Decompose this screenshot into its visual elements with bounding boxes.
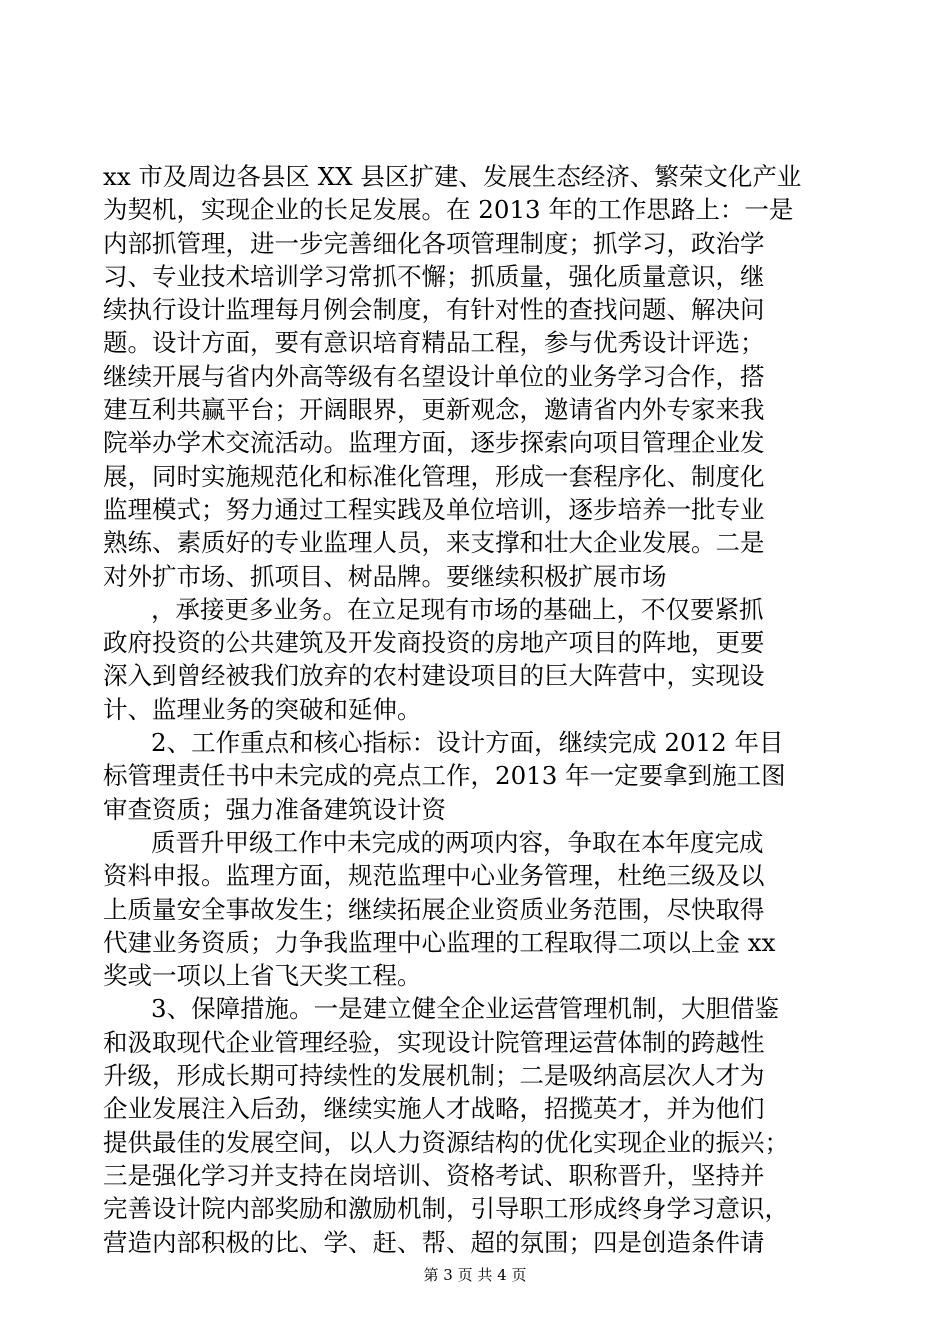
text-line: 三是强化学习并支持在岗培训、资格考试、职称晋升，坚持并 (103, 1160, 765, 1190)
text-line: 营造内部积极的比、学、赶、帮、超的氛围；四是创造条件请 (103, 1227, 765, 1257)
text-line: 监理模式；努力通过工程实践及单位培训，逐步培养一批专业 (103, 494, 765, 524)
text-line: xx 市及周边各县区 XX 县区扩建、发展生态经济、繁荣文化产业 (103, 162, 802, 191)
text-line: 质晋升甲级工作中未完成的两项内容，争取在本年度完成 (151, 827, 764, 857)
text-line: 题。设计方面，要有意识培育精品工程，参与优秀设计评选； (103, 328, 765, 358)
text-line: 计、监理业务的突破和延伸。 (103, 694, 422, 724)
text-line: 深入到曾经被我们放弃的农村建设项目的巨大阵营中，实现设 (103, 661, 765, 691)
page-footer: 第 3 页 共 4 页 (423, 1266, 527, 1284)
text-line: 上质量安全事故发生；继续拓展企业资质业务范围，尽快取得 (103, 894, 765, 924)
text-line: 政府投资的公共建筑及开发商投资的房地产项目的阵地，更要 (103, 628, 765, 658)
text-line: 2、工作重点和核心指标：设计方面，继续完成 2012 年目 (151, 728, 784, 758)
text-line: 代建业务资质；力争我监理中心监理的工程取得二项以上金 xx (103, 927, 776, 957)
text-line: 院举办学术交流活动。监理方面，逐步探索向项目管理企业发 (103, 428, 765, 458)
text-line: 资料申报。监理方面，规范监理中心业务管理，杜绝三级及以 (103, 861, 765, 891)
text-line: 展，同时实施规范化和标准化管理，形成一套程序化、制度化 (103, 461, 765, 491)
text-line: 企业发展注入后劲，继续实施人才战略，招揽英才，并为他们 (103, 1094, 765, 1124)
text-line: 提供最佳的发展空间，以人力资源结构的优化实现企业的振兴； (103, 1127, 789, 1157)
text-line: 续执行设计监理每月例会制度，有针对性的查找问题、解决问 (103, 295, 765, 325)
text-line: 为契机，实现企业的长足发展。在 2013 年的工作思路上：一是 (103, 195, 794, 225)
text-line: 习、专业技术培训学习常抓不懈；抓质量，强化质量意识，继 (103, 261, 765, 291)
text-line: ，承接更多业务。在立足现有市场的基础上，不仅要紧抓 (151, 594, 764, 624)
text-line: 审查资质；强力准备建筑设计资 (103, 794, 446, 824)
text-line: 和汲取现代企业管理经验，实现设计院管理运营体制的跨越性 (103, 1027, 765, 1057)
text-line: 建互利共赢平台；开阔眼界，更新观念，邀请省内外专家来我 (103, 395, 765, 425)
text-line: 完善设计院内部奖励和激励机制，引导职工形成终身学习意识， (103, 1194, 789, 1224)
text-line: 标管理责任书中未完成的亮点工作，2013 年一定要拿到施工图 (103, 761, 786, 791)
text-line: 奖或一项以上省飞天奖工程。 (103, 961, 422, 991)
document-body (103, 160, 848, 1259)
text-line: 对外扩市场、抓项目、树品牌。要继续积极扩展市场 (103, 561, 667, 591)
text-line: 熟练、素质好的专业监理人员，来支撑和壮大企业发展。二是 (103, 528, 765, 558)
text-line: 内部抓管理，进一步完善细化各项管理制度；抓学习，政治学 (103, 228, 765, 258)
text-line: 继续开展与省内外高等级有名望设计单位的业务学习合作，搭 (103, 361, 765, 391)
text-line: 3、保障措施。一是建立健全企业运营管理机制，大胆借鉴 (151, 994, 780, 1024)
text-line: 升级，形成长期可持续性的发展机制；二是吸纳高层次人才为 (103, 1061, 765, 1091)
